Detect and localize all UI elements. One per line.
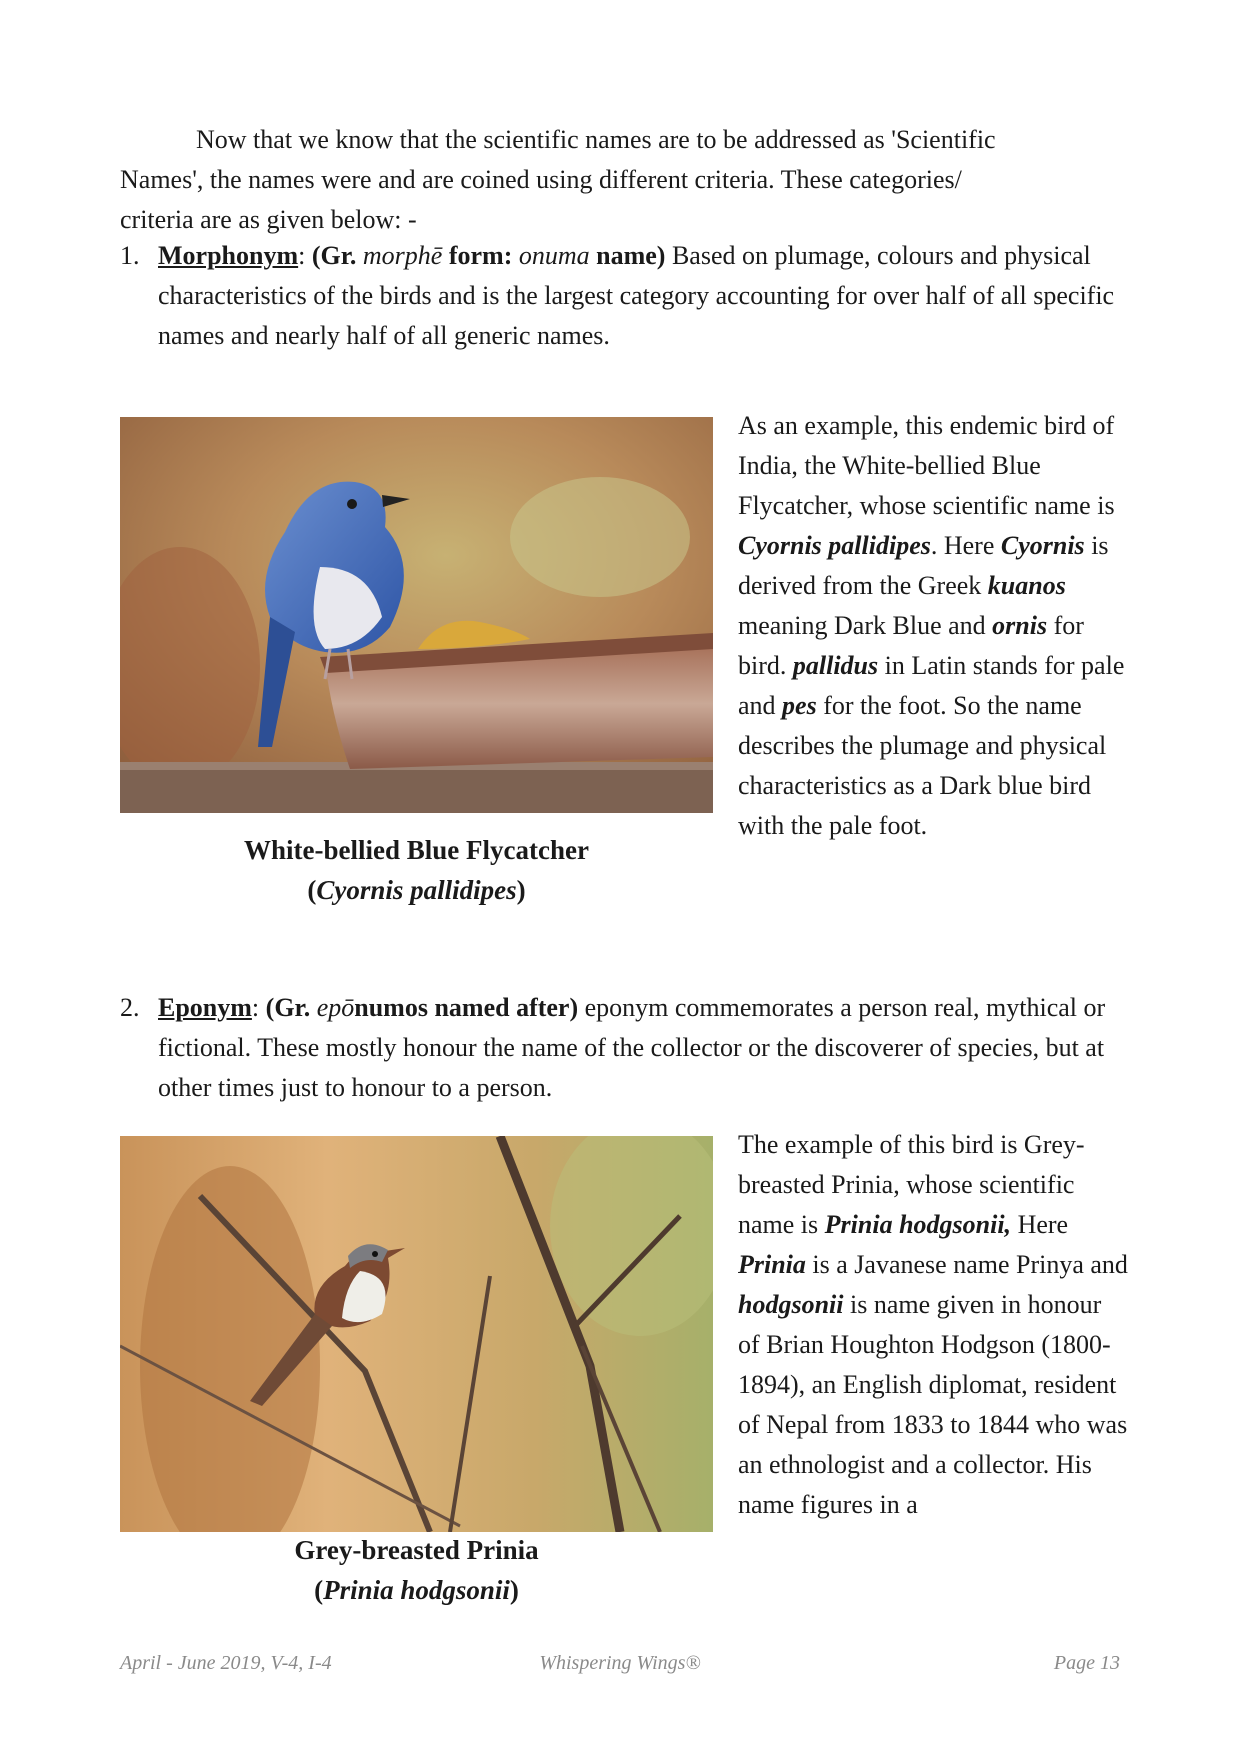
paren-open: ( <box>314 1575 324 1605</box>
etymology-mid: form: <box>448 241 513 270</box>
etymology-mid: numos named after) <box>354 993 579 1022</box>
etymology-word: morphē <box>362 241 443 270</box>
etymology-word: epō <box>316 993 355 1022</box>
intro-paragraph <box>120 120 1120 240</box>
side-text-morphonym-example <box>738 406 1128 846</box>
term-eponym: Eponym <box>158 993 252 1022</box>
photo-grey-breasted-prinia <box>120 1136 713 1532</box>
intro-line-1: Now that we know that the scientific names are to be addressed as 'Scientific <box>196 125 996 154</box>
side-text: is a Javanese name Prinya and <box>805 1250 1128 1279</box>
side-text: As an example, this endemic bird of India, the White-bellied Blue Flycatcher, whose scientific name is <box>738 411 1115 520</box>
side-text: meaning Dark Blue and <box>738 611 993 640</box>
paren-open: ( <box>307 875 317 905</box>
caption-scientific-name: Cyornis pallidipes <box>316 875 517 905</box>
list-item-text <box>158 236 1120 356</box>
caption-scientific-line <box>120 1570 713 1610</box>
scientific-name: ornis <box>992 611 1048 640</box>
term-separator: : <box>251 993 260 1022</box>
scientific-name: kuanos <box>987 571 1066 600</box>
caption-common-name: White-bellied Blue Flycatcher <box>244 835 589 865</box>
term-separator: : <box>298 241 306 270</box>
footer-issue: April - June 2019, V-4, I-4 <box>120 1652 332 1674</box>
etymology-close: name) <box>596 241 666 270</box>
etymology <box>266 993 578 1022</box>
scientific-name: hodgsonii <box>738 1290 844 1319</box>
list-item-eponym <box>120 988 1120 1108</box>
paren-close: ) <box>516 875 526 905</box>
side-text: Here <box>1011 1210 1069 1239</box>
caption-scientific-line <box>120 870 713 910</box>
side-text: The example of this bird is Grey-breasted Prinia, whose scientific name is <box>738 1130 1085 1239</box>
caption-scientific-name: Prinia hodgsonii <box>323 1575 510 1605</box>
side-text: for bird. <box>738 611 1084 680</box>
caption-figure-1 <box>120 830 713 910</box>
caption-common-name: Grey-breasted Prinia <box>294 1535 539 1565</box>
list-number: 1. <box>120 241 140 270</box>
side-text-eponym-example <box>738 1125 1128 1525</box>
scientific-name: pes <box>782 691 817 720</box>
side-text: is name given in honour of Brian Houghton Hodgson (1800-1894), an English diplomat, resident of Nepal from 1833 to 1844 who was an ethnologist and a collector. His name figures in a <box>738 1290 1128 1519</box>
etymology-open: (Gr. <box>311 241 357 270</box>
list-item-text <box>158 988 1120 1108</box>
scientific-name: pallidus <box>792 651 879 680</box>
side-text: in Latin stands for pale and <box>738 651 1125 720</box>
definition-text: Based on plumage, colours and physical characteristics of the birds and is the largest category accounting for over half of all specific names and nearly half of all generic names. <box>158 241 1115 350</box>
intro-line-3: criteria are as given below: - <box>120 205 417 234</box>
caption-figure-2 <box>120 1530 713 1610</box>
side-text: for the foot. So the name describes the plumage and physical characteristics as a Dark blue bird with the pale foot. <box>738 691 1107 840</box>
scientific-name: Cyornis <box>1000 531 1085 560</box>
scientific-name: Prinia <box>738 1250 806 1279</box>
scientific-name: Prinia hodgsonii, <box>824 1210 1012 1239</box>
term-morphonym: Morphonym <box>158 241 299 270</box>
etymology-open: (Gr. <box>265 993 311 1022</box>
scientific-name: Cyornis pallidipes <box>738 531 931 560</box>
page-footer <box>120 1652 1120 1682</box>
definition-text: eponym commemorates a person real, mythical or fictional. These mostly honour the name of the collector or the discoverer of species, but at other times just to honour to a person. <box>158 993 1106 1102</box>
etymology-word: onuma <box>518 241 590 270</box>
footer-publication: Whispering Wings® <box>539 1652 701 1674</box>
list-item-morphonym <box>120 236 1120 356</box>
list-number: 2. <box>120 993 140 1022</box>
paren-close: ) <box>509 1575 519 1605</box>
side-text: . Here <box>930 531 1001 560</box>
side-text: is derived from the Greek <box>738 531 1109 600</box>
intro-line-2: Names', the names were and are coined using different criteria. These categories/ <box>120 165 962 194</box>
footer-page-number: Page 13 <box>1053 1652 1120 1674</box>
etymology <box>312 241 666 270</box>
photo-white-bellied-blue-flycatcher <box>120 417 713 813</box>
